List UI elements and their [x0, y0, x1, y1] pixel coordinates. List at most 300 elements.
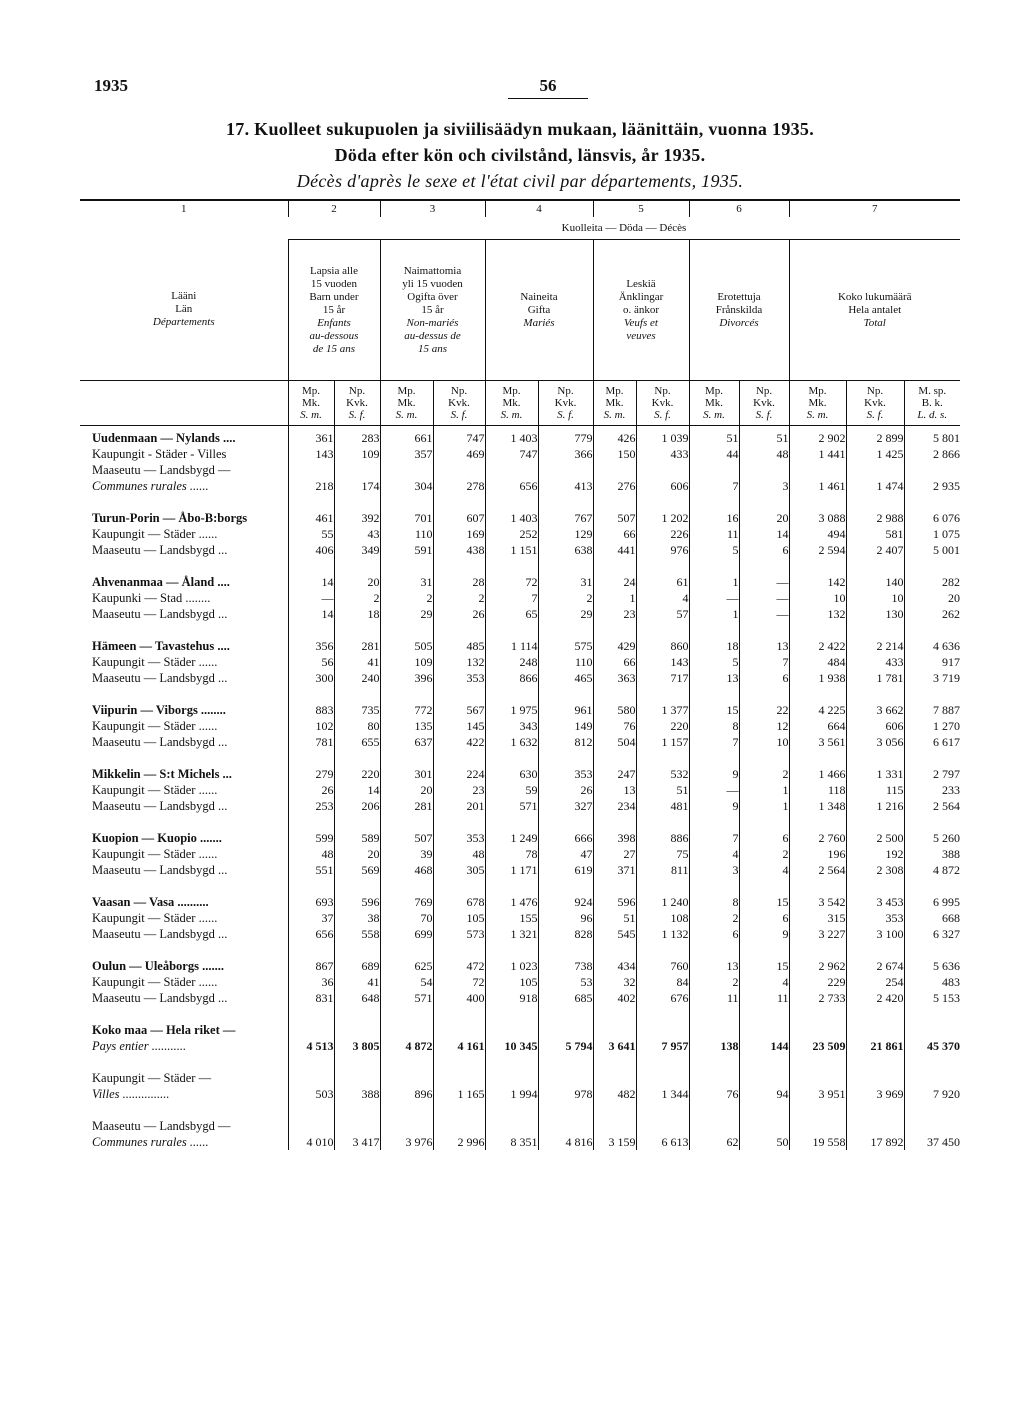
spacer-cell — [636, 1102, 689, 1118]
spacer-cell — [904, 1006, 960, 1022]
data-cell: 11 — [689, 526, 739, 542]
data-cell: 2 420 — [846, 990, 904, 1006]
data-cell: 4 513 — [288, 1038, 334, 1054]
header-married-fr: Mariés — [523, 316, 555, 329]
header-unmarried-sv2: 15 år — [421, 303, 444, 316]
data-cell: 2 988 — [846, 510, 904, 526]
data-cell: 305 — [433, 862, 485, 878]
data-cell: 31 — [380, 574, 433, 590]
row-label: Ahvenanmaa — Åland .... — [92, 575, 230, 589]
colnum-2: 2 — [288, 200, 380, 217]
spacer-cell — [80, 494, 288, 510]
subheader-female-b: Kvk. — [448, 397, 470, 409]
header-divorced-fr: Divorcés — [719, 316, 759, 329]
spacer-row — [80, 1006, 960, 1022]
table-body — [80, 426, 960, 1151]
spacer-cell — [288, 622, 334, 638]
data-cell: 349 — [334, 542, 380, 558]
data-cell — [739, 462, 789, 478]
header-widowed-sv1: Änklingar — [618, 290, 664, 303]
data-cell: 6 327 — [904, 926, 960, 942]
data-cell: 596 — [593, 894, 636, 910]
spacer-cell — [739, 1054, 789, 1070]
table-row — [80, 926, 960, 942]
spacer-cell — [485, 942, 538, 958]
data-cell: 363 — [593, 670, 636, 686]
header-widowed-fr2: veuves — [626, 329, 656, 342]
spacer-cell — [380, 1054, 433, 1070]
data-cell: 361 — [288, 426, 334, 447]
data-cell: 109 — [380, 654, 433, 670]
spacer-cell — [334, 558, 380, 574]
spacer-cell — [846, 622, 904, 638]
data-cell: 7 887 — [904, 702, 960, 718]
data-cell: 2 — [334, 590, 380, 606]
spacer-cell — [689, 1054, 739, 1070]
data-cell: 110 — [380, 526, 433, 542]
data-cell: 1 270 — [904, 718, 960, 734]
data-cell: 57 — [636, 606, 689, 622]
data-cell — [485, 462, 538, 478]
spacer-cell — [288, 558, 334, 574]
data-cell: 140 — [846, 574, 904, 590]
data-cell: 2 935 — [904, 478, 960, 494]
page-number: 56 — [539, 76, 557, 95]
data-cell: 1 165 — [433, 1086, 485, 1102]
spacer-cell — [433, 1102, 485, 1118]
data-cell: 353 — [433, 670, 485, 686]
data-cell: 661 — [380, 426, 433, 447]
table-row — [80, 782, 960, 798]
spacer-cell — [846, 686, 904, 702]
data-cell — [846, 1118, 904, 1134]
spacer-cell — [739, 686, 789, 702]
data-cell: 56 — [288, 654, 334, 670]
data-cell: 429 — [593, 638, 636, 654]
data-cell: 472 — [433, 958, 485, 974]
data-cell: 15 — [739, 958, 789, 974]
data-cell: 772 — [380, 702, 433, 718]
data-cell: 3 641 — [593, 1038, 636, 1054]
spacer-cell — [593, 1102, 636, 1118]
colnum-6: 6 — [689, 200, 789, 217]
data-cell: 14 — [288, 606, 334, 622]
spacer-cell — [789, 1006, 846, 1022]
table-row — [80, 574, 960, 590]
data-cell: 10 345 — [485, 1038, 538, 1054]
data-cell — [433, 462, 485, 478]
data-cell: 2 564 — [904, 798, 960, 814]
row-label: Hämeen — Tavastehus .... — [92, 639, 230, 653]
data-cell: 252 — [485, 526, 538, 542]
colnum-3: 3 — [380, 200, 485, 217]
data-cell: 72 — [433, 974, 485, 990]
subheader-female-b: Kvk. — [753, 397, 775, 409]
page-header — [88, 72, 936, 102]
data-cell: 2 — [538, 590, 593, 606]
data-cell: 860 — [636, 638, 689, 654]
header-children-fr3: de 15 ans — [312, 342, 356, 355]
colnum-7: 7 — [789, 200, 960, 217]
subheader-both-sexes-a: M. sp. — [918, 385, 947, 397]
subheader-male-a: Mp. — [704, 385, 724, 397]
spacer-cell — [538, 686, 593, 702]
header-children-fi1: Lapsia alle — [310, 264, 358, 277]
data-cell: 2 733 — [789, 990, 846, 1006]
data-cell: 10 — [789, 590, 846, 606]
data-cell: 392 — [334, 510, 380, 526]
data-cell: 606 — [636, 478, 689, 494]
data-cell: 6 995 — [904, 894, 960, 910]
spacer-cell — [689, 814, 739, 830]
data-cell: 607 — [433, 510, 485, 526]
spacer-cell — [636, 1006, 689, 1022]
data-cell — [689, 1070, 739, 1086]
data-cell: 9 — [689, 798, 739, 814]
table-row — [80, 702, 960, 718]
spacer-cell — [485, 1102, 538, 1118]
spacer-cell — [538, 878, 593, 894]
row-label: Kaupungit - Städer - Villes — [92, 447, 227, 461]
data-cell: 4 872 — [904, 862, 960, 878]
data-cell — [485, 1070, 538, 1086]
data-cell: 22 — [739, 702, 789, 718]
data-cell: 1 — [739, 782, 789, 798]
row-label: Kaupungit — Städer ...... — [92, 655, 218, 669]
spacer-cell — [739, 878, 789, 894]
data-cell: 220 — [636, 718, 689, 734]
data-cell: 72 — [485, 574, 538, 590]
spacer-cell — [904, 1054, 960, 1070]
spacer-cell — [334, 1006, 380, 1022]
spacer-cell — [288, 942, 334, 958]
data-cell: 366 — [538, 446, 593, 462]
data-cell: 51 — [593, 910, 636, 926]
data-cell: 917 — [904, 654, 960, 670]
subheader-male-b: Mk. — [397, 397, 416, 409]
data-cell — [288, 1070, 334, 1086]
data-cell: 5 001 — [904, 542, 960, 558]
data-cell: 226 — [636, 526, 689, 542]
spacer-cell — [593, 750, 636, 766]
spacer-cell — [485, 494, 538, 510]
data-cell: 494 — [789, 526, 846, 542]
data-cell: 155 — [485, 910, 538, 926]
subheader-male-a: Mp. — [605, 385, 624, 397]
data-cell: 10 — [739, 734, 789, 750]
data-cell: 4 — [689, 846, 739, 862]
table-row — [80, 542, 960, 558]
data-cell: — — [288, 590, 334, 606]
row-label: Villes ............... — [92, 1087, 170, 1101]
data-cell: 1 938 — [789, 670, 846, 686]
table-row — [80, 910, 960, 926]
data-cell — [636, 1118, 689, 1134]
subheader-male-b: Mk. — [704, 397, 724, 409]
data-cell: 6 076 — [904, 510, 960, 526]
table-row — [80, 510, 960, 526]
data-cell: 18 — [334, 606, 380, 622]
data-cell: 469 — [433, 446, 485, 462]
data-cell: 482 — [593, 1086, 636, 1102]
data-cell: 343 — [485, 718, 538, 734]
data-cell: 108 — [636, 910, 689, 926]
subheader-female-c: S. f. — [450, 409, 468, 421]
spacer-cell — [689, 686, 739, 702]
data-cell — [636, 462, 689, 478]
spacer-cell — [789, 1054, 846, 1070]
data-cell: 76 — [689, 1086, 739, 1102]
data-cell: 224 — [433, 766, 485, 782]
data-cell: 1 216 — [846, 798, 904, 814]
row-label: Kaupungit — Städer — — [92, 1071, 212, 1085]
data-cell: 143 — [636, 654, 689, 670]
spacer-cell — [334, 750, 380, 766]
subheader-female — [846, 381, 904, 426]
data-cell: 485 — [433, 638, 485, 654]
data-cell — [380, 1022, 433, 1038]
data-cell: 426 — [593, 426, 636, 447]
spacer-row — [80, 1054, 960, 1070]
spacer-cell — [636, 558, 689, 574]
data-cell: 102 — [288, 718, 334, 734]
data-cell: 51 — [739, 426, 789, 447]
data-cell: 924 — [538, 894, 593, 910]
data-cell: 3 — [739, 478, 789, 494]
data-cell: 1 331 — [846, 766, 904, 782]
data-cell: 2 — [689, 974, 739, 990]
data-cell: 8 — [689, 894, 739, 910]
data-cell: 150 — [593, 446, 636, 462]
header-children-fi2: 15 vuoden — [310, 277, 358, 290]
data-cell: — — [689, 590, 739, 606]
spacer-cell — [485, 750, 538, 766]
subheader-female-b: Kvk. — [864, 397, 886, 409]
header-children-sv2: 15 år — [322, 303, 346, 316]
data-cell: 701 — [380, 510, 433, 526]
data-cell: 2 674 — [846, 958, 904, 974]
spacer-cell — [739, 558, 789, 574]
data-cell: — — [689, 782, 739, 798]
header-unmarried-fi1: Naimattomia — [403, 264, 462, 277]
data-cell: 648 — [334, 990, 380, 1006]
data-cell: 664 — [789, 718, 846, 734]
data-cell: 53 — [538, 974, 593, 990]
subheader-female-c: S. f. — [755, 409, 773, 421]
data-cell: 735 — [334, 702, 380, 718]
data-cell: 831 — [288, 990, 334, 1006]
spacer-cell — [739, 942, 789, 958]
data-cell: 14 — [334, 782, 380, 798]
spacer-cell — [636, 814, 689, 830]
colnum-4: 4 — [485, 200, 593, 217]
data-cell: 738 — [538, 958, 593, 974]
data-cell: 5 — [689, 542, 739, 558]
data-cell: 558 — [334, 926, 380, 942]
data-cell: 2 797 — [904, 766, 960, 782]
data-cell — [380, 1118, 433, 1134]
data-cell: 7 957 — [636, 1038, 689, 1054]
data-cell: 262 — [904, 606, 960, 622]
header-divorced-sv: Frånskilda — [715, 303, 763, 316]
header-total-fr: Total — [863, 316, 886, 329]
row-label: Pays entier ........... — [92, 1039, 187, 1053]
data-cell: 279 — [288, 766, 334, 782]
data-cell: 129 — [538, 526, 593, 542]
data-cell: 484 — [789, 654, 846, 670]
spacer-cell — [789, 622, 846, 638]
spacer-cell — [80, 750, 288, 766]
data-cell: 240 — [334, 670, 380, 686]
table-row — [80, 606, 960, 622]
spacer-cell — [433, 686, 485, 702]
spanner-heading: Kuolleita — Döda — Décès — [288, 217, 960, 240]
data-cell: 918 — [485, 990, 538, 1006]
subheader-male-c: S. m. — [300, 409, 322, 421]
row-label: Maaseutu — Landsbygd ... — [92, 671, 228, 685]
data-cell: 867 — [288, 958, 334, 974]
data-cell: 2 866 — [904, 446, 960, 462]
row-label: Maaseutu — Landsbygd — — [92, 1119, 231, 1133]
data-cell: 678 — [433, 894, 485, 910]
column-header-row — [80, 240, 960, 381]
table-row — [80, 1118, 960, 1134]
data-cell: 2 214 — [846, 638, 904, 654]
data-cell: 388 — [904, 846, 960, 862]
row-label: Maaseutu — Landsbygd — — [92, 463, 231, 477]
data-cell: 630 — [485, 766, 538, 782]
data-cell: 1 132 — [636, 926, 689, 942]
subheader-male-b: Mk. — [605, 397, 624, 409]
spacer-cell — [636, 942, 689, 958]
spacer-cell — [538, 814, 593, 830]
data-cell: 80 — [334, 718, 380, 734]
spacer-cell — [334, 1102, 380, 1118]
data-cell: 281 — [380, 798, 433, 814]
table-row — [80, 590, 960, 606]
data-cell: 353 — [538, 766, 593, 782]
header-unmarried-fr2: au-dessus de — [404, 329, 461, 342]
data-cell — [485, 1022, 538, 1038]
data-cell: 638 — [538, 542, 593, 558]
data-cell: 20 — [739, 510, 789, 526]
data-cell: 132 — [433, 654, 485, 670]
subheader-male — [485, 381, 538, 426]
data-cell: 1 — [739, 798, 789, 814]
row-label: Turun-Porin — Åbo-B:borgs — [92, 511, 248, 525]
data-cell: 413 — [538, 478, 593, 494]
table-row — [80, 894, 960, 910]
data-cell: 23 — [433, 782, 485, 798]
data-cell: 94 — [739, 1086, 789, 1102]
data-cell: 3 227 — [789, 926, 846, 942]
statistics-table — [80, 199, 960, 1150]
data-cell: 7 — [689, 830, 739, 846]
spacer-cell — [433, 814, 485, 830]
spacer-cell — [636, 750, 689, 766]
data-cell — [904, 1118, 960, 1134]
subheader-male-a: Mp. — [397, 385, 416, 397]
data-cell: 20 — [904, 590, 960, 606]
subheader-male-a: Mp. — [301, 385, 321, 397]
data-cell: 1 466 — [789, 766, 846, 782]
data-cell: 9 — [739, 926, 789, 942]
data-cell: 76 — [593, 718, 636, 734]
data-cell: 3 100 — [846, 926, 904, 942]
data-cell: 3 — [689, 862, 739, 878]
data-cell: 438 — [433, 542, 485, 558]
data-cell: 201 — [433, 798, 485, 814]
data-cell: 37 450 — [904, 1134, 960, 1150]
data-cell — [689, 1118, 739, 1134]
spacer-cell — [380, 686, 433, 702]
header-unmarried-sv1: Ogifta över — [407, 290, 458, 303]
data-cell: 3 056 — [846, 734, 904, 750]
spacer-cell — [80, 622, 288, 638]
spacer-cell — [485, 622, 538, 638]
data-cell: 507 — [380, 830, 433, 846]
data-cell — [904, 462, 960, 478]
spacer-cell — [846, 494, 904, 510]
sex-subheader-blank — [80, 381, 288, 426]
header-widowed-fr1: Veufs et — [624, 316, 658, 329]
data-cell: 747 — [485, 446, 538, 462]
spacer-cell — [789, 814, 846, 830]
table-row — [80, 526, 960, 542]
data-cell — [433, 1022, 485, 1038]
subheader-female — [334, 381, 380, 426]
spacer-cell — [636, 878, 689, 894]
colnum-1: 1 — [80, 200, 288, 217]
spacer-cell — [380, 942, 433, 958]
data-cell: 18 — [689, 638, 739, 654]
spacer-cell — [538, 622, 593, 638]
data-cell: 580 — [593, 702, 636, 718]
subheader-female — [433, 381, 485, 426]
data-cell — [288, 1118, 334, 1134]
data-cell: 234 — [593, 798, 636, 814]
spacer-cell — [789, 558, 846, 574]
spacer-cell — [80, 1054, 288, 1070]
data-cell: 483 — [904, 974, 960, 990]
data-cell: 2 564 — [789, 862, 846, 878]
spacer-cell — [80, 1006, 288, 1022]
header-children-fr1: Enfants — [317, 316, 351, 329]
header-children — [288, 240, 380, 381]
data-cell: 4 — [739, 974, 789, 990]
spacer-cell — [380, 814, 433, 830]
subheader-female-a: Np. — [755, 385, 773, 397]
spacer-cell — [904, 1102, 960, 1118]
data-cell: 1 476 — [485, 894, 538, 910]
spacer-cell — [80, 558, 288, 574]
data-cell: 545 — [593, 926, 636, 942]
data-cell: 105 — [485, 974, 538, 990]
data-cell: 668 — [904, 910, 960, 926]
spacer-cell — [538, 1054, 593, 1070]
spacer-cell — [636, 1054, 689, 1070]
spacer-cell — [288, 1102, 334, 1118]
title-french: Décès d'après le sexe et l'état civil par départements, 1935. — [296, 171, 744, 191]
subheader-male — [789, 381, 846, 426]
data-cell: 507 — [593, 510, 636, 526]
data-cell: 51 — [636, 782, 689, 798]
spacer-cell — [334, 686, 380, 702]
spacer-cell — [846, 814, 904, 830]
data-cell: 48 — [433, 846, 485, 862]
data-cell: 666 — [538, 830, 593, 846]
data-cell: 11 — [739, 990, 789, 1006]
